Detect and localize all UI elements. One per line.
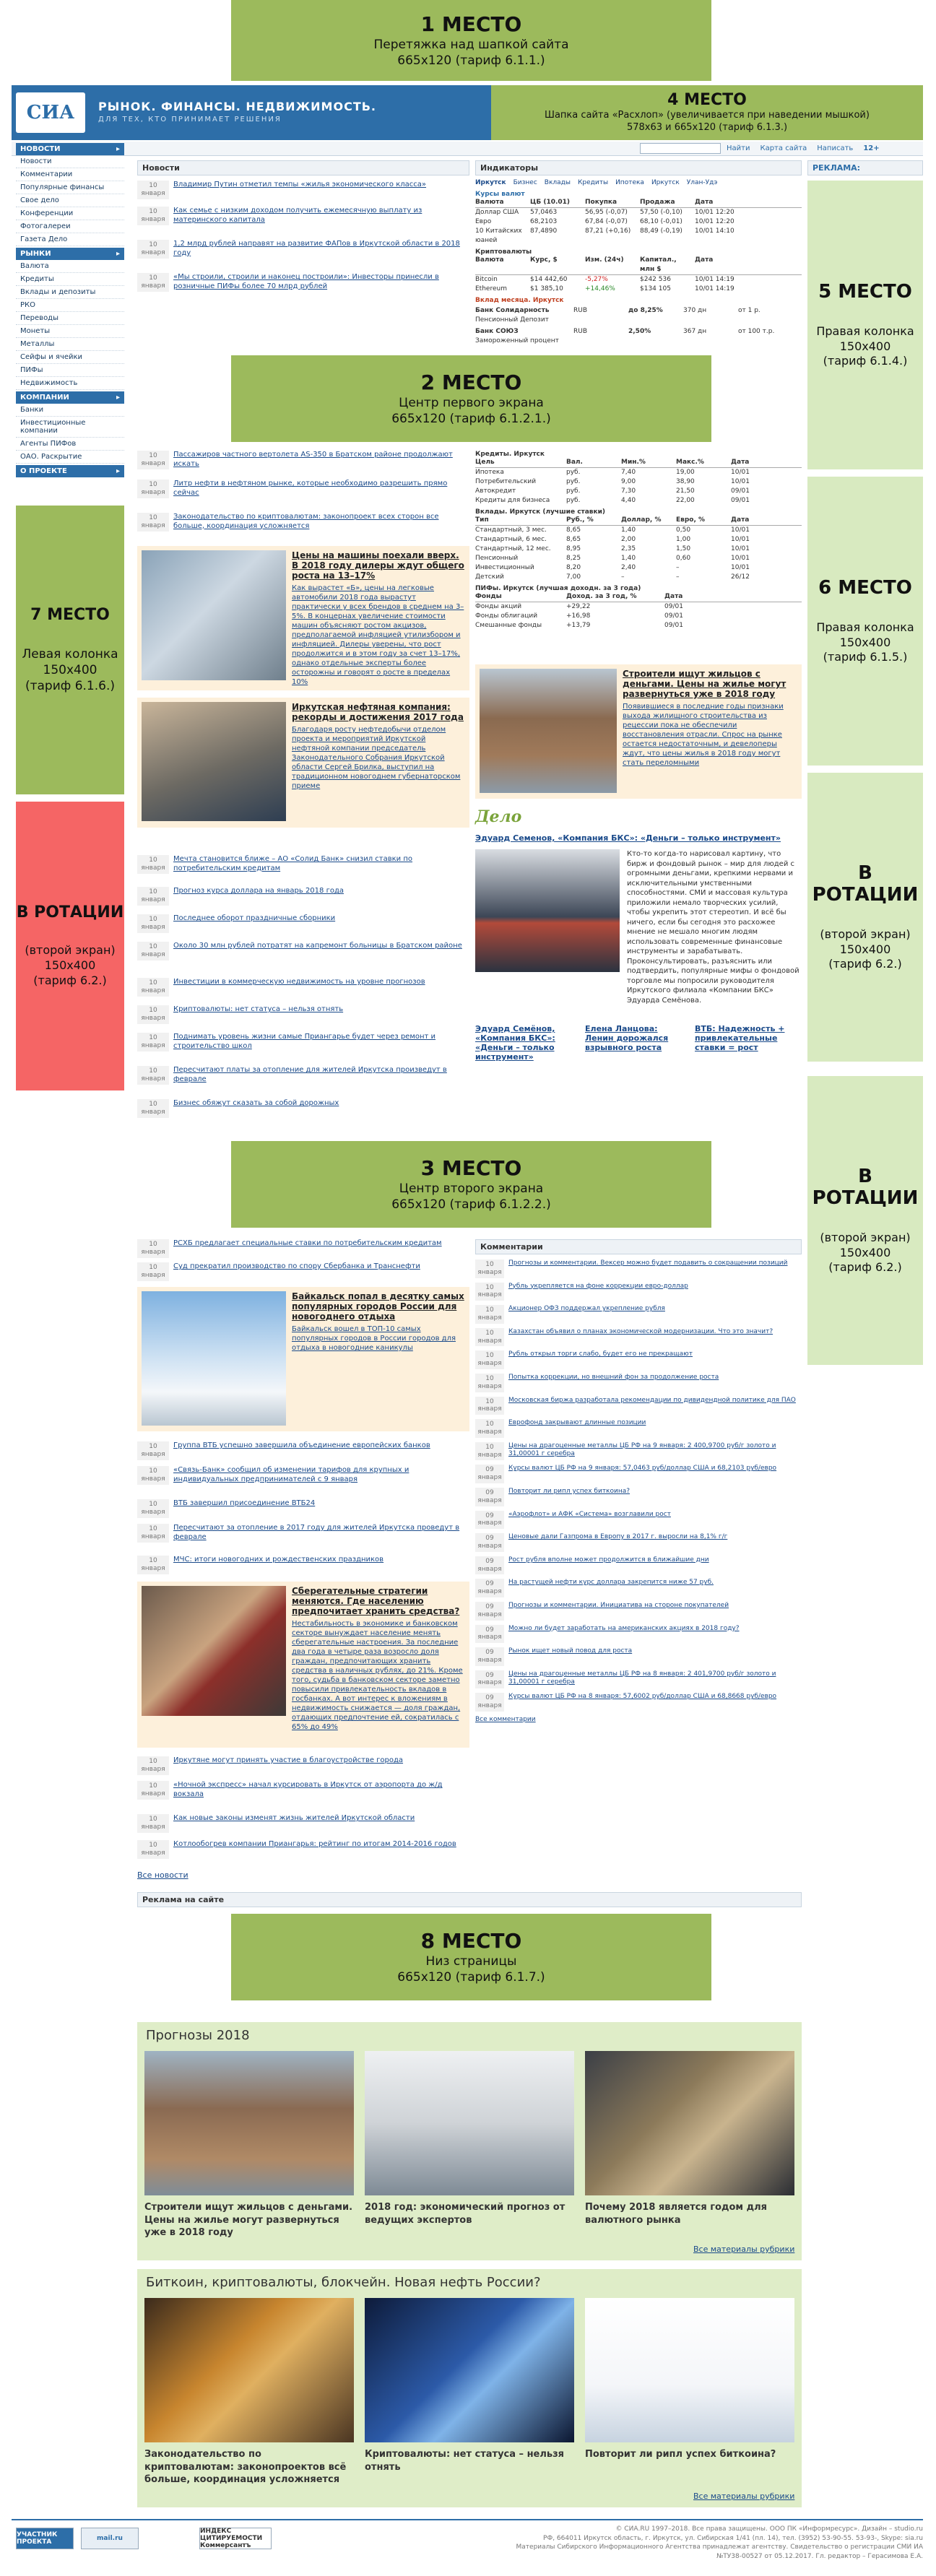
tab[interactable]: Кредиты [578,179,609,186]
credit-tables [475,451,802,630]
sidebar-head-markets[interactable]: РЫНКИ ▸ [16,248,124,260]
news-date: 10 января [137,513,169,532]
deposit-offer-sub: Пенсионный Депозит [475,316,549,324]
ad-title: 3 МЕСТО [420,1156,522,1181]
news-date: 10 января [137,240,169,259]
comment-item[interactable]: 09 января Ценовые дали Газпрома в Европу в 2017 г. выросли на 8,1% г/г [475,1533,802,1552]
news-date: 10 января [137,887,169,906]
feature-image[interactable] [142,702,286,821]
feature-story[interactable] [137,546,469,690]
sidebar-item[interactable]: Металлы [16,338,124,351]
sidebar-item[interactable]: Агенты ПИФов [16,438,124,451]
delo-text: Кто-то когда-то нарисовал картину, что бирж и фондовый рынок – мир для людей с огромными деньгами, крепкими нервами и исключительными умственными способностями. СМИ и массовая культура приложили немало творческих усилий, чтобы укрепить этот стереотип. И всё бы ничего, если бы сегодня это расхожее мнение не мешало многим людям использовать современные финансовые инструменты и зарабатывать. Проконсультировать, разъяснить или подтвердить, популярные мифы о фондовой торговле мы попросили руководителя Иркутского филиала «Компании БКС» Эдуарда Семёнова. [627,850,800,1005]
table-row: Кредиты для бизнеса руб. 4,40 22,00 09/01 [475,497,750,504]
ad-place-5[interactable] [807,181,923,469]
ad-line: Шапка сайта «Расхлоп» (увеличивается при наведении мышкой) [545,110,870,121]
section-title: Прогнозы 2018 [146,2028,250,2043]
table-row: Стандартный, 6 мес. 8,65 2,00 1,00 10/01 [475,536,750,543]
footer-text [490,2525,923,2561]
sidebar-item[interactable]: Фотогалереи [16,220,124,233]
news-item[interactable] [137,1099,469,1118]
forecast-card[interactable] [144,2051,354,2239]
table-row: Стандартный, 3 мес. 8,65 1,40 0,50 10/01 [475,526,750,534]
comment-item[interactable]: 10 января Еврофонд закрывают длинные позиции [475,1419,802,1438]
news-title[interactable]: Владимир Путин отметил темпы «жилья экономического класса» [173,181,427,188]
deposit-offer[interactable]: Банк Солидарность RUB до 8,25% 370 дн от 1 р. [475,307,760,314]
news-date: 10 января [137,1524,169,1543]
table-row: Стандартный, 12 мес. 8,95 2,35 1,50 10/01 [475,545,750,552]
comment-item[interactable]: 09 января Рынок ищет новый повод для роста [475,1647,802,1666]
feature-story[interactable] [137,698,469,828]
ad-line: 150x400 [839,339,891,353]
news-item[interactable] [137,1066,469,1085]
indicators-tabs [475,179,802,186]
sidebar-item[interactable]: Сейфы и ячейки [16,351,124,364]
news-item[interactable] [137,1756,469,1775]
table-row: Фонды акций +29,22 09/01 [475,603,683,610]
feature-text[interactable]: Байкальск вошел в ТОП-10 самых популярных городов в России городов для отдыха в новогодние каникулы [292,1325,456,1352]
table-row: Инвестиционный 8,20 2,40 – 10/01 [475,564,750,571]
table-row: Детский 7,00 – – 26/12 [475,573,750,581]
site-logo[interactable]: СИА [16,92,85,133]
ad-title: В РОТАЦИИ [16,903,124,922]
news-date: 10 января [137,1441,169,1460]
forecast-card[interactable] [585,2051,794,2226]
ad-title: 8 МЕСТО [420,1929,522,1953]
news-date: 10 января [137,1099,169,1118]
table-row: Ипотека руб. 7,40 19,00 10/01 [475,469,750,476]
news-title[interactable]: Группа ВТБ успешно завершила объединение европейских банков [173,1441,430,1449]
card-title[interactable]: 2018 год: экономический прогноз от ведущих экспертов [365,2202,566,2226]
table-row: 10 Китайских юаней 87,4890 87,21 (+0,16) 88,49 (-0,19) 10/01 14:10 [475,227,734,244]
news-title[interactable]: «Ночной экспресс» начал курсировать в Иркутск от аэропорта до ж/д вокзала [173,1781,443,1798]
news-item[interactable] [137,1814,469,1833]
table-row: Смешанные фонды +13,79 09/01 [475,622,683,629]
deposit-offer[interactable]: Банк СОЮЗ RUB 2,50% 367 дн от 100 т.р. [475,328,775,335]
ad-line: 150x400 [839,635,891,649]
sidebar-item[interactable]: Свое дело [16,194,124,207]
news-item[interactable] [137,1781,469,1800]
sidebar-item[interactable]: ОАО. Раскрытие [16,451,124,464]
feature-title[interactable]: Иркутская нефтяная компания: рекорды и достижения 2017 года [292,702,464,722]
comment-item[interactable]: 09 января «Аэрофлот» и АФК «Система» возглавили рост [475,1511,802,1530]
comment-item[interactable]: 10 января Казахстан объявил о планах экономической модернизации. Что это значит? [475,1328,802,1347]
news-item[interactable] [137,513,469,532]
table-header: Фонды Доход. за 3 год, % Дата [475,592,802,602]
deposit-offer-sub: Замороженный процент [475,337,559,344]
ad-line: 665x120 (тариф 6.1.2.2.) [391,1197,551,1212]
table-row: Евро 68,2103 67,84 (-0,07) 68,10 (-0,01) 10/01 12:20 [475,218,734,225]
site-subtitle: ДЛЯ ТЕХ, КТО ПРИНИМАЕТ РЕШЕНИЯ [98,116,282,123]
delo-logo[interactable]: Дело [475,807,522,826]
card-title[interactable]: Криптовалюты: нет статуса – нельзя отнять [365,2449,565,2473]
left-sidebar [16,142,124,477]
news-date: 10 января [137,1466,169,1485]
card-image[interactable] [365,2051,574,2195]
news-title[interactable]: Котлообогрев компании Приангарья: рейтинг по итогам 2014-2016 годов [173,1840,456,1848]
news-item[interactable] [137,1556,469,1574]
comment-item[interactable]: 10 января Попытка коррекции, но внешний фон за продолжение роста [475,1374,802,1392]
news-item[interactable] [137,855,469,874]
sidebar-item[interactable]: Популярные финансы [16,181,124,194]
ad-line: (тариф 6.1.5.) [823,650,908,664]
feature-story[interactable] [475,664,802,799]
site-title: РЫНОК. ФИНАНСЫ. НЕДВИЖИМОСТЬ. [98,100,376,113]
feature-title[interactable]: Сберегательные стратегии меняются. Где населению предпочитает хранить средства? [292,1586,460,1616]
ad-rotation-right-1[interactable] [807,773,923,1062]
section-title: Биткоин, криптовалюты, блокчейн. Новая нефть России? [146,2275,541,2290]
forecasts-all-link[interactable]: Все материалы рубрики [693,2245,795,2254]
comment-item[interactable]: 10 января Акционер ОФЗ поддержал укрепление рубля [475,1305,802,1324]
mailru-badge[interactable]: mail.ru [81,2528,139,2549]
ad-line: Перетяжка над шапкой сайта [373,37,569,52]
feature-text[interactable]: Благодаря росту нефтедобычи отделом проекта и мероприятий Иркутской нефтяной компании председатель Законодательного Собрания Иркутской области Сергей Брилка, выступил на традиционном новогоднем губернаторском приеме [292,726,461,790]
write-link[interactable]: Написать [817,144,854,152]
news-item[interactable] [137,1005,469,1024]
copyright: © СИА.RU 1997–2018. Все права защищены. ООО ПК «Информресурс». Дизайн – studio.ru [615,2525,923,2533]
ad-title: 7 МЕСТО [30,605,110,624]
comment-item[interactable]: 09 января Цены на драгоценные металлы ЦБ РФ на 8 января: 2 401,9700 руб/г золото и 31,00001 г серебра [475,1670,802,1689]
comments-list [475,1259,802,1724]
news-date: 10 января [137,1781,169,1800]
news-date: 10 января [137,181,169,199]
ad-title: 6 МЕСТО [818,576,912,599]
news-title[interactable]: Последнее оборот праздничные сборники [173,914,336,922]
feature-title[interactable]: Цены на машины поехали вверх. В 2018 году дилеры ждут общего роста на 13–17% [292,550,464,581]
card-image[interactable] [144,2051,354,2195]
crypto-card[interactable] [585,2298,794,2461]
news-date: 10 января [137,1499,169,1518]
news-item[interactable] [137,1466,469,1485]
table-header: Валюта ЦБ (10.01) Покупка Продажа Дата [475,198,802,208]
ad-line: 150x400 [839,942,891,956]
sidebar-item[interactable]: Инвестиционные компании [16,417,124,438]
news-item[interactable] [137,887,469,906]
news-item[interactable] [137,942,469,960]
feature-text[interactable]: Нестабильность в экономике и банковском секторе вынуждает население менять сберегательные настроения. За последние два года в четыре раза возросло доля граждан, предпочитающих хранить средства в наличных рублях, до 21%. Кроме того, судьба в банковском секторе заметно повысили привлекательность вкладов в госбанках. А вот интерес к вложениям в недвижимость снижается — доля граждан, отдающих предпочтение ей, сократилась с 65% до 49% [292,1620,463,1731]
ad-place-8[interactable] [231,1914,711,2000]
news-title[interactable]: Литр нефти в нефтяном рынке, которые необходимо разрешить прямо сейчас [173,480,448,497]
news-title[interactable]: Законодательство по криптовалютам: законопроект всех сторон все больше, координация усложняется [173,513,439,530]
news-item[interactable] [137,1441,469,1460]
sidebar-item[interactable]: ПИФы [16,364,124,377]
sidebar-head-companies[interactable]: КОМПАНИИ ▸ [16,391,124,404]
comment-item[interactable]: 09 января Повторит ли рипл успех биткоина? [475,1488,802,1506]
forecast-card[interactable] [365,2051,574,2226]
right-col-head: РЕКЛАМА: [807,160,923,175]
ad-line: Правая колонка [816,324,914,338]
pif-title: ПИФы. Иркутск (лучшая доходн. за 3 года) [475,585,641,592]
comment-item[interactable]: 09 января Рост рубля вполне может продолжится в ближайшие дни [475,1556,802,1575]
comment-item[interactable]: 09 января Прогнозы и комментарии. Инициатива на стороне покупателей [475,1602,802,1621]
news-item[interactable] [137,273,469,292]
news-date: 10 января [137,855,169,874]
news-item[interactable] [137,1840,469,1859]
delo-link[interactable]: Елена Ланцова: Ленин дорожался взрывного роста [585,1024,669,1052]
delo-link[interactable]: ВТБ: Надежность + привлекательные ставки = рост [695,1024,785,1052]
ad-title: В РОТАЦИИ [812,1165,919,1209]
news-item[interactable] [137,1499,469,1518]
citation-badge[interactable]: ИНДЕКС ЦИТИРУЕМОСТИ Коммерсантъ [199,2528,272,2549]
news-item[interactable] [137,240,469,259]
card-title[interactable]: Законодательство по криптовалютам: законопроектов всё больше, координация усложняется [144,2449,347,2486]
sidebar-item[interactable]: Новости [16,155,124,168]
feature-story[interactable] [137,1582,469,1748]
sidebar-item[interactable]: Монеты [16,325,124,338]
news-date: 10 января [137,1556,169,1574]
delo-link[interactable]: Эдуард Семёнов, «Компания БКС»: «Деньги – только инструмент» [475,1024,555,1062]
sidebar-head-news[interactable]: НОВОСТИ ▸ [16,143,124,155]
delo-links [475,1024,802,1062]
news-date: 10 января [137,1840,169,1859]
ad-line: Низ страницы [425,1953,517,1969]
ad-line: Центр первого экрана [399,395,544,410]
card-image[interactable] [585,2051,794,2195]
tab[interactable]: Иркутск [651,179,680,186]
table-header: Тип Руб., % Доллар, % Евро, % Дата [475,516,802,526]
site-footer [12,2519,923,2562]
news-item[interactable] [137,914,469,933]
fx-title: Курсы валют [475,191,525,198]
search-input[interactable] [640,143,721,154]
comment-item[interactable]: 10 января Рубль открыл торги слабо, будет его не прекращают [475,1350,802,1369]
deposit-table-title: Вклады. Иркутск (лучшие ставки) [475,508,606,516]
credit-title: Кредиты. Иркутск [475,451,545,458]
card-title[interactable]: Почему 2018 является годом для валютного рынка [585,2202,767,2226]
news-title[interactable]: Пассажиров частного вертолета AS-350 в Братском районе продолжают искать [173,451,453,468]
feature-story[interactable] [137,1287,469,1431]
ad-line: Правая колонка [816,620,914,634]
participant-badge[interactable]: УЧАСТНИК ПРОЕКТА [16,2528,74,2549]
sidebar-item[interactable]: РКО [16,299,124,312]
all-news-link[interactable]: Все новости [137,1870,188,1880]
top-links [727,144,880,152]
news-title[interactable]: Как новые законы изменят жизнь жителей Иркутской области [173,1814,415,1822]
ad-line: (тариф 6.2.) [33,973,107,987]
news-date: 10 января [137,1814,169,1833]
ad-line: 665x120 (тариф 6.1.2.1.) [391,411,551,426]
feature-image[interactable] [142,550,286,680]
ad-line: (второй экран) [820,927,911,941]
all-comments-link[interactable]: Все комментарии [475,1715,536,1723]
sidebar-item[interactable]: Конференции [16,207,124,220]
comment-item[interactable]: 09 января Курсы валют ЦБ РФ на 8 января: 57,6002 руб/доллар США и 68,8668 руб/евро [475,1693,802,1712]
ad-place-7[interactable] [16,506,124,794]
crypto-all-link[interactable]: Все материалы рубрики [693,2492,795,2501]
news-item[interactable] [137,1524,469,1543]
deposit-title: Вклад месяца. Иркутск [475,297,564,304]
crypto-card[interactable] [365,2298,574,2473]
feature-image[interactable] [480,669,617,793]
ad-line: 150x400 [839,1245,891,1259]
sidebar-item[interactable]: Комментарии [16,168,124,181]
feature-text[interactable]: Как вырастет «Б», цены на легковые автомобили 2018 года вырастут практически у всех брендов в среднем на 3–5%. В концернах увеличение стоимости машин объясняют ростом акцизов, предполагаемой инфляцией утилизбором и инфляцией. Дилеры уверены, что рост продолжится и в этом году за счет 13–17%, однако отдельные эксперты более осторожны и говорят о росте в пределах 10% [292,584,464,686]
table-row: Фонды облигаций +16,98 09/01 [475,612,683,620]
table-header: Цель Вал. Мин.% Макс.% Дата [475,458,802,468]
news-title[interactable]: «Мы строили, строили и наконец построили»: Инвесторы принесли в розничные ПИФы более 70 млрд рублей [173,273,439,290]
ad-place-6[interactable] [807,477,923,766]
table-header: Валюта Курс, $ Изм. (24ч) Капитал., млн $ Дата [475,256,802,275]
ad-line: (тариф 6.1.6.) [25,679,116,694]
news-title[interactable]: Бизнес обяжут сказать за собой дорожных [173,1099,339,1107]
sidebar-item[interactable]: Недвижимость [16,377,124,390]
news-date: 10 января [137,207,169,225]
news-title[interactable]: Мечта становится ближе – АО «Солид Банк» снизил ставки по потребительским кредитам [173,855,413,872]
news-date: 10 января [137,1262,169,1281]
ad-line: (второй экран) [820,1230,911,1244]
comment-item[interactable]: 09 января Можно ли будет заработать на американских акциях в 2018 году? [475,1625,802,1644]
news-title[interactable]: Прогноз курса доллара на январь 2018 года [173,887,344,895]
news-title[interactable]: Инвестиции в коммерческую недвижимость на уровне прогнозов [173,978,425,986]
sidebar-head-project[interactable]: О ПРОЕКТЕ ▸ [16,465,124,477]
ad-title: 5 МЕСТО [818,280,912,303]
news-title[interactable]: МЧС: итоги новогодних и рождественских праздников [173,1556,384,1564]
feature-image[interactable] [142,1586,286,1716]
ad-place-3[interactable] [231,1141,711,1228]
news-date: 10 января [137,978,169,997]
ad-line: 150x400 [44,958,96,973]
feature-title[interactable]: Байкальск попал в десятку самых популярных городов России для новогоднего отдыха [292,1291,464,1322]
news-date: 10 января [137,942,169,960]
card-image[interactable] [585,2298,794,2442]
ad-line: (второй экран) [25,943,116,958]
top-toolbar [12,142,923,156]
comment-item[interactable]: 09 января Курсы валют ЦБ РФ на 9 января: 57,0463 руб/доллар США и 68,2103 руб/евро [475,1465,802,1483]
comment-item[interactable]: 09 января На растущей нефти курс доллара закрепится ниже 57 руб. [475,1579,802,1597]
comments-head: Комментарии [475,1239,802,1254]
comment-item[interactable]: 10 января Московская биржа разработала рекомендации по дивидендной политике для ПАО [475,1397,802,1415]
comment-item[interactable]: 10 января Прогнозы и комментарии. Вексер можно будет подавить о сокращении позиций [475,1259,802,1278]
ad-title: 1 МЕСТО [420,12,522,37]
ad-line: (тариф 6.1.4.) [823,354,908,368]
news-date: 10 января [137,1005,169,1024]
news-title[interactable]: РСХБ предлагает специальные ставки по потребительским кредитам [173,1239,442,1247]
feature-text[interactable]: Появившиеся в последние годы признаки выхода жилищного строительства из рецессии пока не обеспечили восстановления отрасли. Спрос на рынке остается недостаточным, и девелоперы ждут, что цены жилья в 2018 году могут стать переломными [623,703,784,767]
ad-line: 665x120 (тариф 6.1.1.) [397,53,545,68]
comment-item[interactable]: 10 января Цены на драгоценные металлы ЦБ РФ на 9 января: 2 400,9700 руб/г золото и 31,00001 г серебра [475,1442,802,1461]
news-title[interactable]: Как семье с низким доходом получить ежемесячную выплату из материнского капитала [173,207,422,224]
table-row: Автокредит руб. 7,30 21,50 09/01 [475,487,750,495]
sitemap-link[interactable]: Карта сайта [760,144,807,152]
news-date: 10 января [137,480,169,498]
age-rating: 12+ [863,144,880,152]
sidebar-item[interactable]: Газета Дело [16,233,124,246]
ad-title: 4 МЕСТО [667,90,747,109]
card-image[interactable] [365,2298,574,2442]
ad-line: 578x63 и 665x120 (тариф 6.1.3.) [626,122,788,134]
card-image[interactable] [144,2298,354,2442]
feature-title[interactable]: Строители ищут жильцов с деньгами. Цены на жилье могут развернуться уже в 2018 году [623,669,786,699]
news-title[interactable]: Суд прекратил производство по спору Сбербанка и Транснефти [173,1262,420,1270]
sidebar-item[interactable]: Вклады и депозиты [16,286,124,299]
news-date: 10 января [137,451,169,469]
news-title[interactable]: 1,2 млрд рублей направят на развитие ФАПов в Иркутской области в 2018 году [173,240,460,257]
ad-place-2[interactable] [231,355,711,442]
news-item[interactable] [137,480,469,498]
search-link[interactable]: Найти [727,144,750,152]
delo-block [475,807,802,1096]
card-title[interactable]: Повторит ли рипл успех биткоина? [585,2449,776,2460]
news-title[interactable]: Около 30 млн рублей потратят на капремонт больницы в Братском районе [173,942,462,950]
license: Материалы Сибирского Информационного Агентства принадлежат агентству. Свидетельство о регистрации СМИ ИА №ТУ38-00527 от 05.12.2017. Гл. редактор – Герасимова Е.А. [516,2544,923,2560]
news-date: 10 января [137,1756,169,1775]
tab[interactable]: Ипотека [615,179,644,186]
news-item[interactable] [137,1033,469,1051]
news-item[interactable] [137,978,469,997]
ad-rotation-right-2[interactable] [807,1076,923,1365]
tab[interactable]: Вклады [544,179,571,186]
news-title[interactable]: Пересчитают платы за отопление для жителей Иркутска произведут в феврале [173,1066,447,1083]
tab[interactable]: Улан-Удэ [686,179,718,186]
news-title[interactable]: Пересчитают за отопление в 2017 году для жителей Иркутска проведут в феврале [173,1524,460,1541]
ad-line: Центр второго экрана [399,1181,544,1196]
news-item[interactable] [137,207,469,225]
ad-title: 2 МЕСТО [420,370,522,395]
ad-line: Левая колонка [22,647,118,662]
sidebar-item[interactable]: Банки [16,404,124,417]
indicators-head: Индикаторы [475,160,802,175]
crypto-title: Криптовалюты [475,248,532,256]
table-row: Пенсионный 8,25 1,40 0,60 10/01 [475,555,750,562]
news-item[interactable] [137,181,469,199]
feature-image[interactable] [142,1291,286,1426]
ad-title: В РОТАЦИИ [812,862,919,906]
news-date: 10 января [137,914,169,933]
table-row: Доллар США 57,0463 56,95 (-0,07) 57,50 (-0,10) 10/01 12:20 [475,209,734,216]
card-title[interactable]: Строители ищут жильцов с деньгами. Цены на жилье могут развернуться уже в 2018 году [144,2202,353,2239]
ad-place-1[interactable] [231,0,711,81]
ad-rotation-left[interactable] [16,802,124,1090]
news-title[interactable]: ВТБ завершил присоединение ВТБ24 [173,1499,316,1507]
ad-line: (тариф 6.2.) [828,1260,902,1275]
table-row: Ethereum $1 385,10 +14,46% $134 105 10/01 14:19 [475,285,734,292]
news-head: Новости [137,160,469,175]
news-title[interactable]: Иркутяне могут принять участие в благоустройстве города [173,1756,404,1764]
ad-section-head: Реклама на сайте [137,1892,802,1907]
ad-line: (тариф 6.2.) [828,957,902,971]
news-title[interactable]: Криптовалюты: нет статуса – нельзя отнять [173,1005,344,1013]
news-date: 10 января [137,273,169,292]
ad-place-4[interactable] [491,85,923,140]
news-date: 10 января [137,1066,169,1085]
delo-heading[interactable]: Эдуард Семенов, «Компания БКС»: «Деньги – только инструмент» [475,833,781,843]
ad-line: 150x400 [43,663,98,678]
news-item[interactable] [137,1262,469,1281]
sidebar-item[interactable]: Кредиты [16,273,124,286]
news-item[interactable] [137,451,469,469]
news-date: 10 января [137,1033,169,1051]
tab[interactable]: Бизнес [513,179,537,186]
sidebar-item[interactable]: Валюта [16,260,124,273]
news-title[interactable]: Поднимать уровень жизни самые Приангарье будет через ремонт и строительство школ [173,1033,436,1050]
comment-item[interactable]: 10 января Рубль укрепляется на фоне коррекции евро-доллар [475,1283,802,1301]
news-title[interactable]: «Связь-Банк» сообщил об изменении тарифов для крупных и индивидуальных предпринимателей с 9 января [173,1466,410,1483]
table-row: Bitcoin $14 442,60 -5,27% $242 536 10/01 14:19 [475,276,734,283]
tab[interactable]: Иркутск [475,179,506,186]
crypto-card[interactable] [144,2298,354,2486]
news-item[interactable] [137,1239,469,1258]
table-row: Потребительский руб. 9,00 38,90 10/01 [475,478,750,485]
fx-table [475,191,802,346]
ad-line: 665x120 (тариф 6.1.7.) [397,1969,545,1985]
sidebar-item[interactable]: Переводы [16,312,124,325]
address: РФ, 664011 Иркутск область, г. Иркутск, ул. Сибирская 1/41 (пл. 14), тел. (3952) 53-90-55. 53-93-, Skype: sia.ru [543,2534,923,2542]
news-date: 10 января [137,1239,169,1258]
